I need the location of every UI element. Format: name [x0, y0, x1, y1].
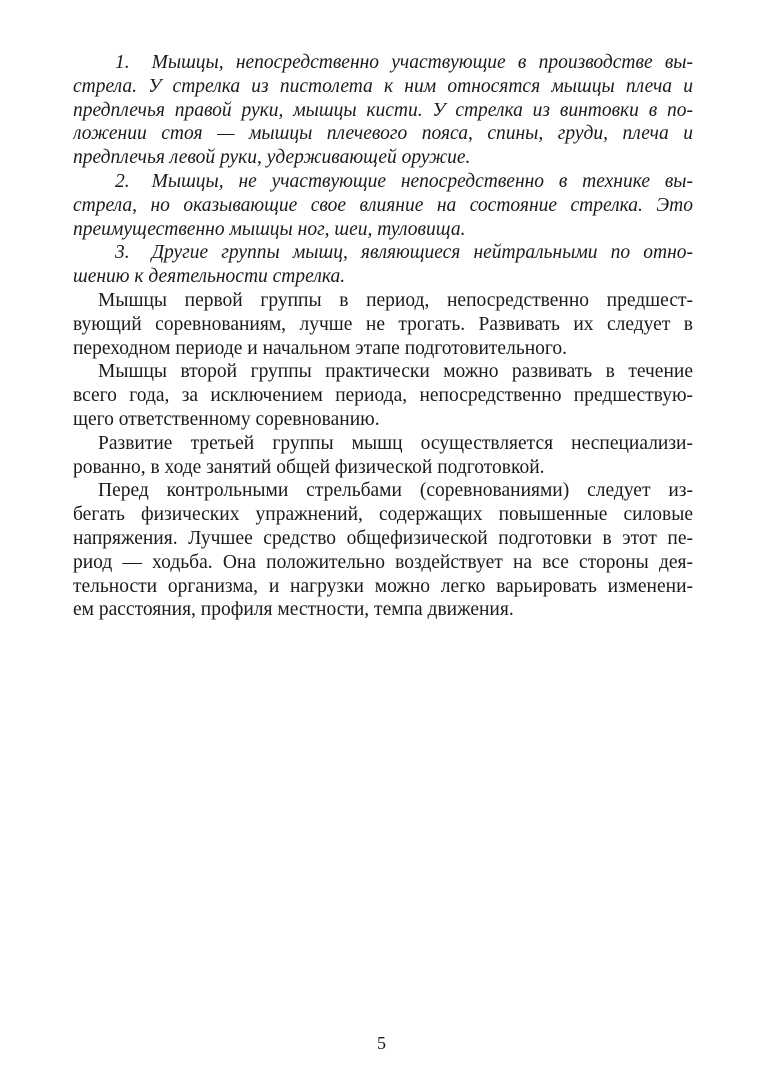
text-line: тельности организма, и нагрузки можно легко варьировать изменени-	[73, 575, 693, 597]
line-text: Другие группы мышц, являющиеся нейтральными по отно-	[151, 242, 693, 264]
paragraph	[73, 241, 693, 289]
text-line: предплечья правой руки, мышцы кисти. У стрелка из винтовки в по-	[73, 99, 693, 121]
text-line: переходном периоде и начальном этапе подготовительного.	[73, 337, 568, 359]
text-line: Мышцы первой группы в период, непосредственно предшест-	[98, 289, 693, 311]
text-line: рованно, в ходе занятий общей физической подготовкой.	[73, 456, 545, 478]
text-block	[73, 51, 693, 622]
paragraph	[73, 479, 693, 622]
line-text: Мышцы, непосредственно участвующие в производстве вы-	[151, 52, 693, 73]
paragraph	[73, 432, 693, 480]
text-line	[73, 51, 693, 75]
text-line: напряжения. Лучшее средство общефизической подготовки в этот пе-	[73, 527, 693, 549]
text-line: бегать физических упражнений, содержащих повышенные силовые	[73, 504, 693, 526]
paragraph	[73, 360, 693, 431]
text-line: щего ответственному соревнованию.	[73, 408, 380, 430]
paragraph	[73, 170, 693, 241]
text-line: ложении стоя — мышцы плечевого пояса, спины, груди, плеча и	[73, 123, 693, 145]
list-number: 3.	[115, 242, 130, 264]
text-line: стрела, но оказывающие свое влияние на состояние стрелка. Это	[73, 194, 693, 216]
text-line: преимущественно мышцы ног, шеи, туловища.	[73, 218, 466, 240]
text-line: Мышцы второй группы практически можно развивать в течение	[98, 361, 693, 383]
text-line: стрела. У стрелка из пистолета к ним относятся мышцы плеча и	[73, 75, 693, 97]
text-line: шению к деятельности стрелка.	[73, 266, 346, 288]
text-line	[73, 170, 693, 194]
list-number: 1.	[115, 52, 130, 73]
paragraph	[73, 51, 693, 170]
paragraph	[73, 289, 693, 360]
text-line	[73, 241, 693, 265]
text-line: Перед контрольными стрельбами (соревнованиями) следует из-	[98, 480, 693, 502]
text-line: вующий соревнованиям, лучше не трогать. Развивать их следует в	[73, 313, 693, 335]
text-line: всего года, за исключением периода, непосредственно предшествую-	[73, 385, 693, 407]
text-line: риод — ходьба. Она положительно воздействует на все стороны дея-	[73, 551, 693, 573]
text-line: ем расстояния, профиля местности, темпа движения.	[73, 599, 514, 621]
text-line: предплечья левой руки, удерживающей оружие.	[73, 147, 471, 169]
list-number: 2.	[115, 170, 130, 192]
line-text: Мышцы, не участвующие непосредственно в технике вы-	[151, 170, 693, 192]
page-number: 5	[377, 1033, 386, 1053]
text-line: Развитие третьей группы мышц осуществляется неспециализи-	[98, 432, 693, 454]
